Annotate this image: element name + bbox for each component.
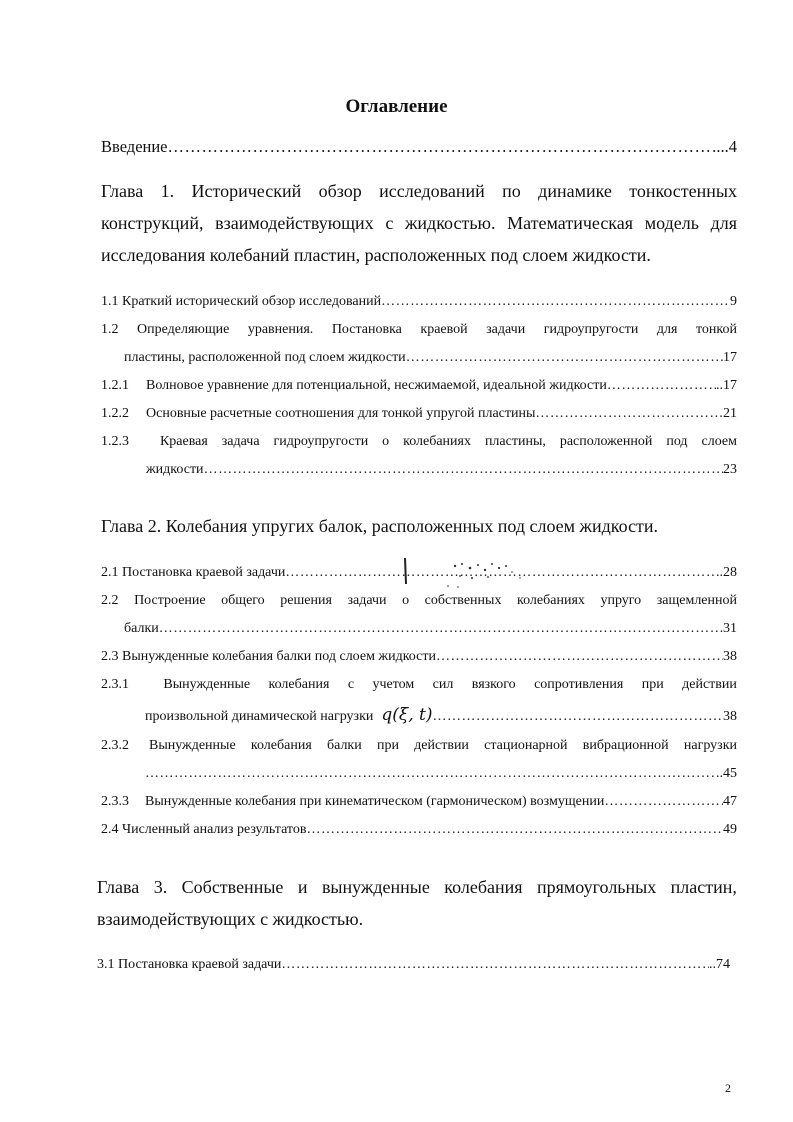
- toc-entry-page: 47: [723, 794, 737, 809]
- word: гидроупругости: [543, 322, 639, 337]
- word: 2.2: [101, 593, 119, 608]
- formula-q-xi-t: q(ξ, t): [381, 705, 433, 725]
- dot-leader: [433, 709, 723, 725]
- word: решения: [280, 593, 332, 608]
- dot-leader: [436, 649, 723, 665]
- dot-leader: [535, 406, 723, 422]
- word: задачи: [347, 593, 387, 608]
- chapter1-heading-line3: исследования колебаний пластин, расположенных под слоем жидкости.: [101, 245, 651, 265]
- word: о: [402, 593, 410, 608]
- word: и: [297, 877, 308, 897]
- toc-entry-label: пластины, расположенной под слоем жидкости: [124, 350, 406, 365]
- dot-leader: [281, 957, 709, 973]
- toc-entry-1-2-line2: [124, 350, 737, 366]
- chapter1-heading-line2: [101, 213, 737, 234]
- toc-entry-label: 2.1 Постановка краевой задачи: [101, 565, 286, 580]
- word: Собственные: [181, 877, 284, 897]
- word: краевой: [420, 322, 468, 337]
- word: сопротивления: [534, 677, 624, 692]
- word: о: [382, 434, 390, 449]
- word: прямоугольных: [537, 877, 657, 897]
- toc-entry-page: 31: [723, 621, 737, 636]
- toc-entry-1-1: [101, 294, 737, 310]
- toc-entry-2-3: [101, 649, 737, 665]
- word: для: [656, 322, 678, 337]
- toc-entry-2-3-2-line1: [101, 738, 737, 754]
- toc-entry-label: жидкости: [146, 462, 204, 477]
- dot-leader: [204, 462, 723, 478]
- toc-entry-2-3-1-line2: [145, 705, 737, 725]
- toc-entry-page: 38: [723, 649, 737, 664]
- word: расположенной: [559, 434, 653, 449]
- word: 1.2: [101, 322, 119, 337]
- toc-entry-label: балки: [124, 621, 159, 636]
- word: при: [641, 677, 664, 692]
- toc-entry-2-2-line1: [101, 593, 737, 609]
- toc-entry-number: 2.3.2: [101, 738, 129, 753]
- toc-entry-page: 21: [723, 406, 737, 421]
- word: учетом: [372, 677, 415, 692]
- toc-entry-page: 38: [723, 709, 737, 724]
- toc-entry-1-2-3-line2: [146, 462, 737, 478]
- toc-entry-number: 2.3.1: [101, 677, 129, 692]
- word: собственных: [424, 593, 502, 608]
- word: упруго: [600, 593, 642, 608]
- word: Вынужденные: [163, 677, 251, 692]
- toc-entry-3-1: [97, 957, 730, 973]
- dot-leader: [381, 294, 730, 310]
- toc-entry-label: 2.4 Численный анализ результатов: [101, 822, 307, 837]
- word: под: [666, 434, 688, 449]
- toc-entry-number: 1.2.3: [101, 434, 129, 449]
- dot-leader: [604, 794, 723, 810]
- chapter1-line2: конструкций, взаимодействующих с жидкостью. Математическая модель для: [101, 213, 737, 233]
- word: с: [347, 677, 355, 692]
- toc-entry-1-2-1: [101, 378, 737, 394]
- word: действии: [682, 677, 737, 692]
- toc-entry-label: произвольной динамической нагрузки: [145, 709, 374, 724]
- toc-entry-page: ...4: [716, 137, 737, 156]
- toc-entry-1-2-2: [101, 406, 737, 422]
- toc-entry-2-2-line2: [124, 621, 737, 637]
- page-number: 2: [725, 1081, 731, 1095]
- toc-entry-label: 3.1 Постановка краевой задачи: [97, 957, 282, 972]
- dot-leader: [145, 766, 716, 782]
- word: Построение: [134, 593, 206, 608]
- toc-entry-2-3-1-line1: [101, 677, 737, 693]
- word: гидроупругости: [273, 434, 369, 449]
- word: колебаниях: [403, 434, 471, 449]
- toc-entry-intro: [101, 137, 737, 157]
- word: тонкой: [695, 322, 737, 337]
- word: слоем: [701, 434, 737, 449]
- word: колебания: [444, 877, 523, 897]
- toc-entry-label: 1.1 Краткий исторический обзор исследований: [101, 294, 382, 309]
- chapter1-heading-line1: [101, 181, 737, 202]
- toc-entry-label: Вынужденные колебания при кинематическом (гармоническом) возмущении: [145, 794, 605, 809]
- word: пластины,: [484, 434, 546, 449]
- word: задача: [221, 434, 260, 449]
- word: 3.: [153, 877, 168, 897]
- toc-entry-label: Вынужденные колебания балки при действии стационарной вибрационной нагрузки: [149, 738, 737, 753]
- toc-entry-label: 2.3 Вынужденные колебания балки под слоем жидкости: [101, 649, 436, 664]
- word: вязкого: [471, 677, 516, 692]
- dot-leader: [306, 822, 723, 838]
- toc-entry-label: Введение: [101, 137, 168, 156]
- toc-entry-label: Волновое уравнение для потенциальной, несжимаемой, идеальной жидкости: [146, 378, 607, 393]
- toc-entry-number: 1.2.2: [101, 406, 129, 421]
- word: задачи: [486, 322, 526, 337]
- toc-entry-1-2-line1: [101, 322, 737, 338]
- word: вынужденные: [321, 877, 430, 897]
- toc-entry-2-3-2-line2: [145, 766, 737, 782]
- dot-leader: [159, 621, 723, 637]
- word: защемленной: [656, 593, 737, 608]
- toc-entry-page: ..28: [716, 565, 737, 580]
- toc-entry-number: 1.2.1: [101, 378, 129, 393]
- toc-entry-page: 9: [730, 294, 737, 309]
- dot-leader: [168, 137, 717, 157]
- toc-entry-page: 23: [723, 462, 737, 477]
- word: Постановка: [331, 322, 402, 337]
- dot-leader: [406, 350, 723, 366]
- toc-entry-page: ..74: [709, 957, 730, 972]
- word: Глава: [97, 877, 140, 897]
- toc-entry-number: 2.3.3: [101, 794, 129, 809]
- chapter3-heading-line2: взаимодействующих с жидкостью.: [97, 909, 364, 929]
- toc-entry-2-4: [101, 822, 737, 838]
- word: общего: [221, 593, 265, 608]
- page-title: Оглавление: [345, 96, 448, 117]
- chapter1-line1: Глава 1. Исторический обзор исследований по динамике тонкостенных: [101, 181, 737, 201]
- scan-artifact-smudge: [400, 556, 550, 590]
- word: колебания: [268, 677, 330, 692]
- toc-entry-page: ..45: [716, 766, 737, 781]
- toc-entry-page: ..17: [716, 378, 737, 393]
- toc-entry-page: 49: [723, 822, 737, 837]
- chapter2-heading: Глава 2. Колебания упругих балок, расположенных под слоем жидкости.: [101, 516, 659, 536]
- word: Краевая: [159, 434, 208, 449]
- dot-leader: [607, 378, 716, 394]
- word: сил: [432, 677, 454, 692]
- word: уравнения.: [247, 322, 314, 337]
- chapter3-heading-line1: [97, 877, 737, 898]
- toc-entry-2-3-3: [101, 794, 737, 810]
- toc-entry-label: Основные расчетные соотношения для тонкой упругой пластины: [146, 406, 536, 421]
- word: колебаниях: [517, 593, 585, 608]
- word: Определяющие: [137, 322, 230, 337]
- toc-entry-page: 17: [723, 350, 737, 365]
- word: пластин,: [670, 877, 737, 897]
- toc-entry-1-2-3-line1: [101, 434, 737, 450]
